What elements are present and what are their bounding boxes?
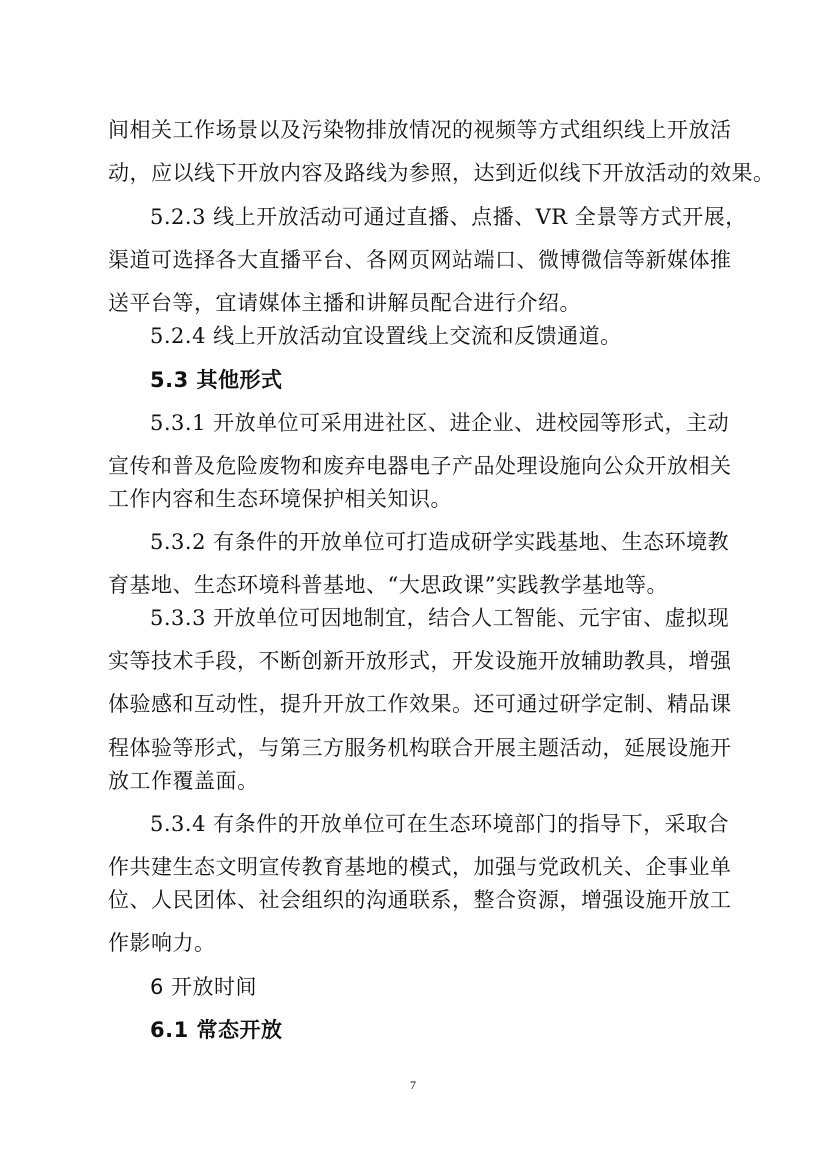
section-heading-6-1: 6.1 常态开放	[150, 1018, 283, 1042]
section-heading-6: 6 开放时间	[150, 975, 258, 999]
body-line: 送平台等，宜请媒体主播和讲解员配合进行介绍。	[108, 291, 581, 315]
body-line: 间相关工作场景以及污染物排放情况的视频等方式组织线上开放活	[108, 118, 732, 142]
paragraph-5-3-3: 5.3.3 开放单位可因地制宜，结合人工智能、元宇宙、虚拟现	[150, 606, 730, 630]
body-line: 作影响力。	[108, 931, 216, 955]
body-line: 体验感和互动性，提升开放工作效果。还可通过研学定制、精品课	[108, 692, 732, 716]
body-line: 放工作覆盖面。	[108, 769, 259, 793]
body-line: 宣传和普及危险废物和废弃电器电子产品处理设施向公众开放相关	[108, 454, 732, 478]
body-line: 动，应以线下开放内容及路线为参照，达到近似线下开放活动的效果。	[108, 161, 775, 185]
section-heading-5-3: 5.3 其他形式	[150, 368, 283, 392]
paragraph-5-2-4: 5.2.4 线上开放活动宜设置线上交流和反馈通道。	[150, 324, 622, 348]
paragraph-5-3-1: 5.3.1 开放单位可采用进社区、进企业、进校园等形式，主动	[150, 411, 730, 435]
body-line: 位、人民团体、社会组织的沟通联系，整合资源，增强设施开放工	[108, 888, 732, 912]
paragraph-5-3-4: 5.3.4 有条件的开放单位可在生态环境部门的指导下，采取合	[150, 812, 730, 836]
paragraph-5-2-3: 5.2.3 线上开放活动可通过直播、点播、VR 全景等方式开展，	[150, 205, 747, 229]
body-line: 实等技术手段，不断创新开放形式，开发设施开放辅助教具，增强	[108, 649, 732, 673]
paragraph-5-3-2: 5.3.2 有条件的开放单位可打造成研学实践基地、生态环境教	[150, 530, 730, 554]
body-line: 作共建生态文明宣传教育基地的模式，加强与党政机关、企事业单	[108, 855, 732, 879]
body-line: 程体验等形式，与第三方服务机构联合开展主题活动，延展设施开	[108, 736, 732, 760]
body-line: 育基地、生态环境科普基地、“大思政课”实践教学基地等。	[108, 573, 668, 597]
body-line: 工作内容和生态环境保护相关知识。	[108, 487, 452, 511]
body-line: 渠道可选择各大直播平台、各网页网站端口、微博微信等新媒体推	[108, 248, 732, 272]
page-number: 7	[410, 1078, 416, 1092]
